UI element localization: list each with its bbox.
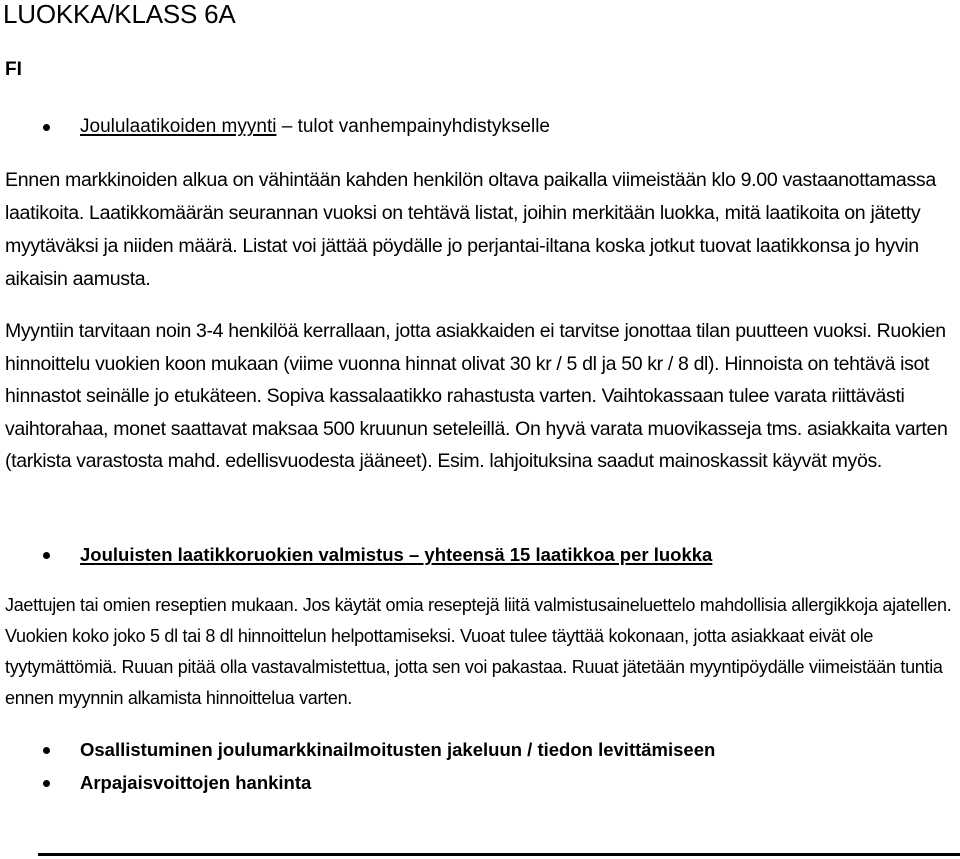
bullet-icon [43, 552, 50, 559]
bullet-heading-preparation: Jouluisten laatikkoruokien valmistus – yhteensä 15 laatikkoa per luokka [80, 544, 713, 565]
language-label: FI [5, 59, 22, 80]
bullet-icon [43, 747, 50, 754]
bullet-heading-advertising: Osallistuminen joulumarkkinailmoitusten jakeluun / tiedon levittämiseen [80, 739, 716, 760]
bullet-subheading-sales: – tulot vanhempainyhdistykselle [276, 116, 550, 137]
bullet-icon [43, 780, 50, 787]
paragraph-recipes: Jaettujen tai omien reseptien mukaan. Jos käytät omia reseptejä liitä valmistusaineluettelo mahdollisia allergikkoja ajatellen. Vuokien koko joko 5 dl tai 8 dl hinnoittelun helpottamiseksi. Vuoat tulee täyttää kokonaan, jotta asiakkaat eivät ole tyytymättömiä. Ruuan pitää olla vastavalmistettua, jotta sen voi pakastaa. Ruuat jätetään myyntipöydälle viimeistään tuntia ennen myynnin alkamista hinnoittelua varten. [5, 595, 952, 708]
page-title: LUOKKA/KLASS 6A [3, 0, 236, 29]
bottom-divider [38, 853, 960, 856]
paragraph-reception: Ennen markkinoiden alkua on vähintään kahden henkilön oltava paikalla viimeistään klo 9.00 vastaanottamassa laatikoita. Laatikkomäärän seurannan vuoksi on tehtävä listat, joihin merkitään luokka, mitä laatikoita on jätetty myytäväksi ja niiden määrä. Listat voi jättää pöydälle jo perjantai-iltana koska jotkut tuovat laatikkonsa jo hyvin aikaisin aamusta. [5, 169, 936, 290]
bullet-heading-lottery: Arpajaisvoittojen hankinta [80, 772, 312, 793]
bullet-text-sales [80, 115, 550, 139]
bullet-heading-sales: Joululaatikoiden myynti [80, 116, 277, 137]
bullet-icon [43, 124, 50, 131]
paragraph-sales-staff: Myyntiin tarvitaan noin 3-4 henkilöä kerrallaan, jotta asiakkaiden ei tarvitse jonottaa tilan puutteen vuoksi. Ruokien hinnoittelu vuokien koon mukaan (viime vuonna hinnat olivat 30 kr / 5 dl ja 50 kr / 8 dl). Hinnoista on tehtävä isot hinnastot seinälle jo etukäteen. Sopiva kassalaatikko rahastusta varten. Vaihtokassaan tulee varata riittävästi vaihtorahaa, monet saattavat maksaa 500 kruunun seteleillä. On hyvä varata muovikasseja tms. asiakkaita varten (tarkista varastosta mahd. edellisvuodesta jääneet). Esim. lahjoituksina saadut mainoskassit käyvät myös. [5, 320, 948, 473]
